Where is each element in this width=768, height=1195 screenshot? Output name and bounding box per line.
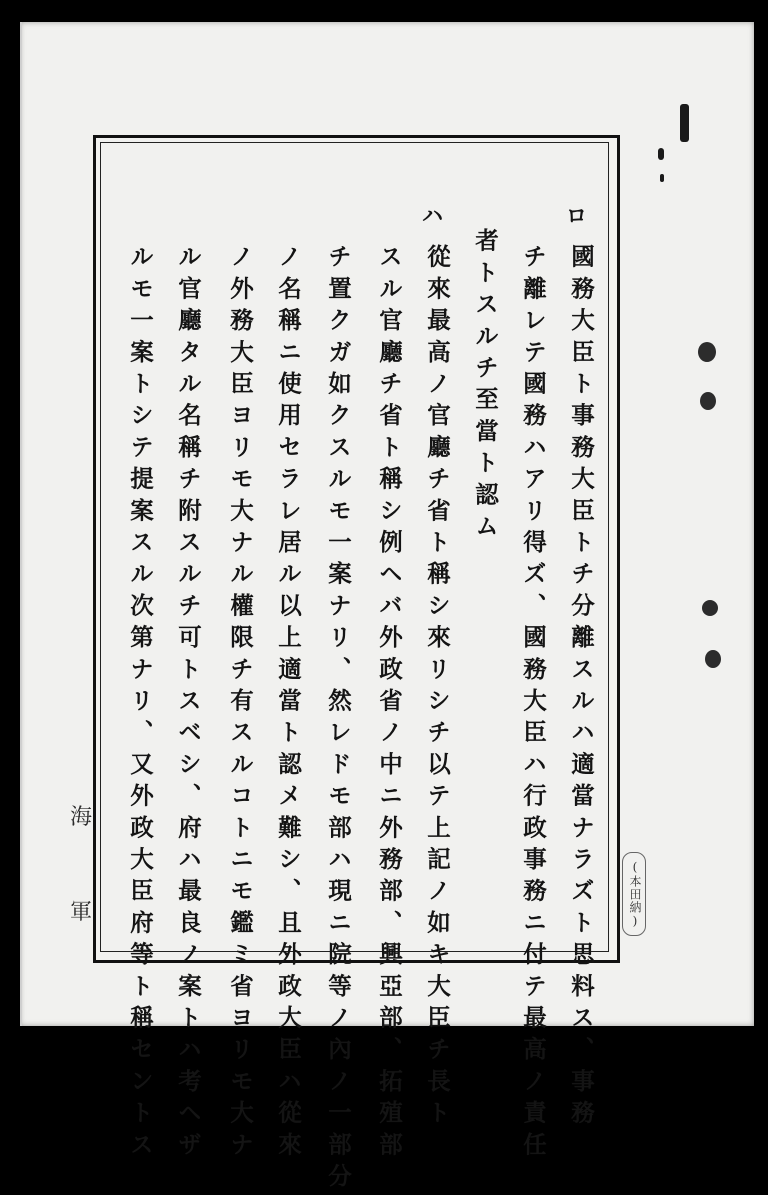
binder-hole-2 [700,392,716,410]
section-heading-ro: ロ [566,203,587,228]
page-spine-edge [20,22,22,1026]
text-column-7: ノ名稱ニ使用セラレ居ル以上適當ト認メ難シ、且外政大臣ハ從來 [274,244,302,1164]
text-column-9: ル官廳タル名稱チ附スルチ可トスベシ、府ハ最良ノ案トハ考ヘザ [174,244,202,1164]
binder-hole-1 [698,342,716,362]
margin-label-top: 海 [70,805,93,830]
binder-hole-4 [705,650,721,668]
ink-blot [658,148,664,160]
text-column-5: スル官廳チ省ト稱シ例ヘバ外政省ノ中ニ外務部、興亞部、拓殖部 [375,244,403,1164]
section-heading-ha: ハ [422,203,443,228]
text-column-2: チ離レテ國務ハアリ得ズ、國務大臣ハ行政事務ニ付テ最高ノ責任 [519,244,547,1164]
text-column-4: 從來最高ノ官廳チ省ト稱シ來リシチ以テ上記ノ如キ大臣チ長ト [423,244,451,1132]
binder-hole-3 [702,600,718,616]
margin-label-bottom: 軍 [70,900,93,925]
text-column-1: 國務大臣ト事務大臣トチ分離スルハ適當ナラズト思料ス、事務 [567,244,595,1132]
ink-blot [680,104,689,142]
text-column-8: ノ外務大臣ヨリモ大ナル權限チ有スルコトニモ鑑ミ省ヨリモ大ナ [226,244,254,1164]
text-column-3: 者トスルチ至當ト認ム [471,228,499,545]
text-column-10: ルモ一案トシテ提案スル次第ナリ、又外政大臣府等ト稱セントス [126,244,154,1164]
text-column-6: チ置クガ如クスルモ一案ナリ、然レドモ部ハ現ニ院等ノ內ノ一部分 [324,244,352,1195]
name-stamp: (本田納) [622,852,646,936]
ink-blot [660,174,664,182]
